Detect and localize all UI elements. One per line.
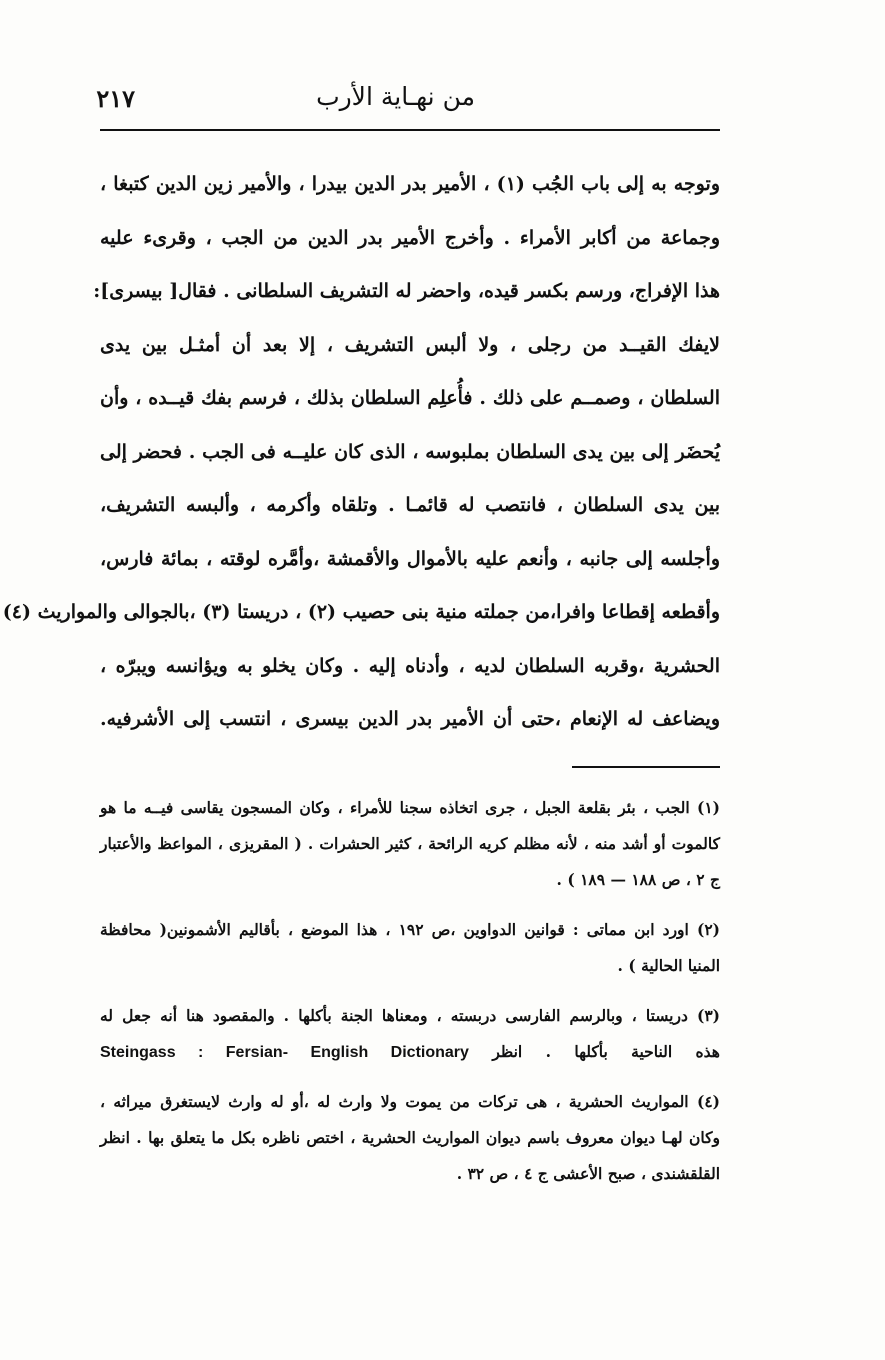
footnote-3 <box>100 998 720 1070</box>
dictionary-reference: Steingass : Fersian- English Dictionary <box>100 1044 469 1061</box>
footnote-4 <box>100 1084 720 1192</box>
footnote-2 <box>100 912 720 984</box>
text-line: بين يدى السلطان ، فانتصب له قائمـا . وتلقاه وأكرمه ، وألبسه التشريف، <box>100 494 720 516</box>
footnote-1 <box>100 790 720 898</box>
footnote-line: وكان لهـا ديوان معروف باسم ديوان المواريث الحشرية ، اختص ناظره بكل ما يتعلق بها . انظر <box>100 1128 720 1147</box>
footnotes <box>100 790 720 1206</box>
running-title: من نهـاية الأرب <box>316 82 475 111</box>
text-line: يُحضَر إلى بين يدى السلطان بملبوسه ، الذى كان عليــه فى الجب . فحضر إلى <box>100 440 720 463</box>
text-line: السلطان ، وصمــم على ذلك . فأُعلِم السلطان بذلك ، فرسم بفك قيــده ، وأن <box>100 387 720 409</box>
footnote-line: (٢) اورد ابن مماتى : قوانين الدواوين ،ص ١٩٢ ، هذا الموضع ، بأقاليم الأشمونين( محافظة <box>100 920 720 939</box>
footnote-line: المنيا الحالية ) . <box>617 956 720 975</box>
footnote-line: القلقشندى ، صبح الأعشى ج ٤ ، ص ٣٢ . <box>456 1164 720 1183</box>
page-number: ٢١٧ <box>96 84 135 113</box>
text-line: وجماعة من أكابر الأمراء . وأخرج الأمير بدر الدين من الجب ، وقرىء عليه <box>100 226 720 249</box>
main-text <box>2 158 720 747</box>
footnote-line: ج ٢ ، ص ١٨٨ — ١٨٩ ) . <box>556 870 720 889</box>
footnote-line: (١) الجب ، بئر بقلعة الجبل ، جرى اتخاذه سجنا للأمراء ، وكان المسجون يقاسى فيــه ما هو <box>100 798 720 817</box>
text-line: هذا الإفراج، ورسم بكسر قيده، واحضر له التشريف السلطانى . فقال[ بيسرى]: <box>93 280 720 302</box>
footnote-rule <box>572 766 720 768</box>
text-line: لايفك القيــد من رجلى ، ولا ألبس التشريف ، إلا بعد أن أمثـل بين يدى <box>100 333 720 356</box>
header-rule <box>100 129 720 131</box>
page-header <box>96 78 720 130</box>
text-line: ويضاعف له الإنعام ،حتى أن الأمير بدر الدين بيسرى ، انتسب إلى الأشرفيه. <box>100 708 720 730</box>
footnote-line <box>100 1034 720 1070</box>
text-line: وأقطعه إقطاعا وافرا،من جملته منية بنى حصيب (٢) ، دريستا (٣) ،بالجوالى والمواريث (٤) <box>2 601 720 623</box>
footnote-line: كالموت أو أشد منه ، لأنه مظلم كريه الرائحة ، كثير الحشرات . ( المقريزى ، المواعظ والأعتبار <box>100 834 720 853</box>
footnote-line: (٤) المواريث الحشرية ، هى تركات من يموت ولا وارث له ،أو له وارث لايستغرق ميراثه ، <box>100 1092 720 1111</box>
text-line: الحشرية ،وقربه السلطان لديه ، وأدناه إليه . وكان يخلو به ويؤانسه ويبرّه ، <box>100 654 720 677</box>
footnote-line-text: هذه الناحية بأكلها . انظر <box>492 1042 720 1061</box>
footnote-line: (٣) دريستا ، وبالرسم الفارسى دربسته ، ومعناها الجنة بأكلها . والمقصود هنا أنه جعل له <box>100 1006 720 1025</box>
text-line: وتوجه به إلى باب الجُب (١) ، الأمير بدر الدين بيدرا ، والأمير زين الدين كتبغا ، <box>100 173 720 195</box>
text-line: وأجلسه إلى جانبه ، وأنعم عليه بالأموال والأقمشة ،وأمَّره لوقته ، بمائة فارس، <box>100 547 720 570</box>
